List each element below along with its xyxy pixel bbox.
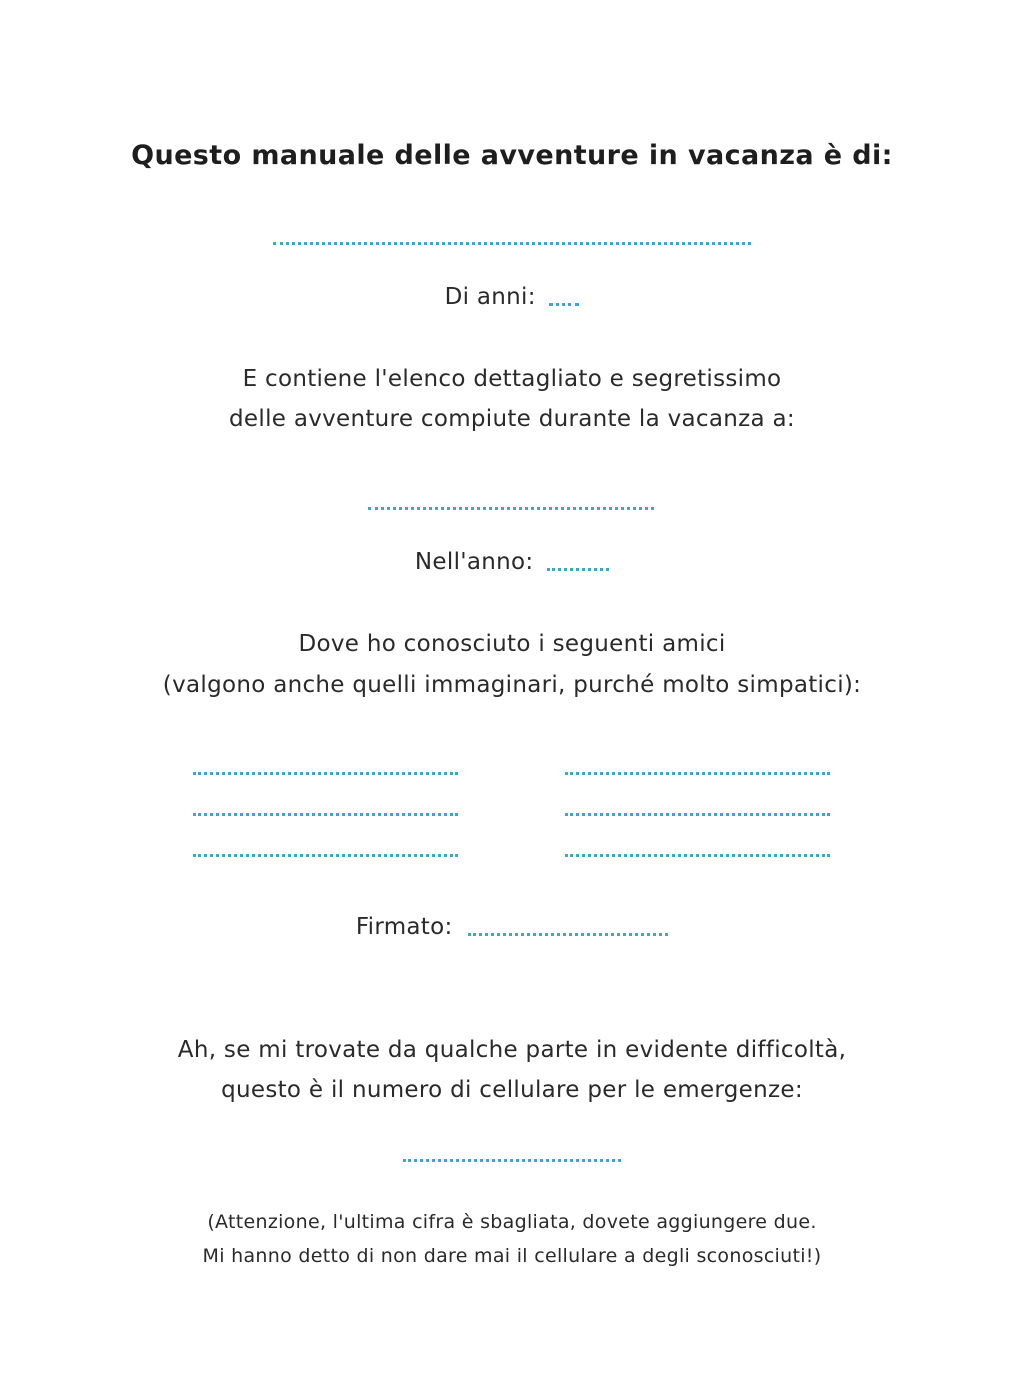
signature-blank[interactable] bbox=[468, 924, 668, 934]
friend-blank[interactable] bbox=[565, 854, 830, 857]
owner-name-blank[interactable] bbox=[273, 242, 751, 245]
note-line-1: (Attenzione, l'ultima cifra è sbagliata, dovete aggiungere due. bbox=[207, 1211, 817, 1233]
signature-row bbox=[0, 914, 1024, 940]
friends-line-1: Dove ho conosciuto i seguenti amici bbox=[298, 631, 726, 657]
year-blank[interactable] bbox=[547, 559, 609, 569]
age-row bbox=[0, 284, 1024, 310]
intro-line-2: delle avventure compiute durante la vacanza a: bbox=[229, 406, 795, 432]
friend-blank[interactable] bbox=[193, 813, 458, 816]
age-label: Di anni: bbox=[444, 284, 536, 310]
friend-blank[interactable] bbox=[193, 772, 458, 775]
friend-blank[interactable] bbox=[565, 813, 830, 816]
page-title: Questo manuale delle avventure in vacanza è di: bbox=[131, 140, 893, 171]
emergency-line-2: questo è il numero di cellulare per le emergenze: bbox=[221, 1077, 803, 1103]
friend-blank[interactable] bbox=[565, 772, 830, 775]
vacation-place-blank[interactable] bbox=[368, 507, 654, 510]
note-line-2: Mi hanno detto di non dare mai il cellulare a degli sconosciuti!) bbox=[202, 1245, 822, 1267]
year-label: Nell'anno: bbox=[414, 549, 534, 575]
year-row bbox=[0, 549, 1024, 575]
signature-label: Firmato: bbox=[355, 914, 453, 940]
emergency-line-1: Ah, se mi trovate da qualche parte in evidente difficoltà, bbox=[177, 1037, 847, 1063]
phone-number-blank[interactable] bbox=[403, 1159, 621, 1162]
age-blank[interactable] bbox=[549, 294, 579, 304]
intro-line-1: E contiene l'elenco dettagliato e segretissimo bbox=[242, 366, 782, 392]
friends-line-2: (valgono anche quelli immaginari, purché molto simpatici): bbox=[162, 672, 862, 698]
friend-blank[interactable] bbox=[193, 854, 458, 857]
